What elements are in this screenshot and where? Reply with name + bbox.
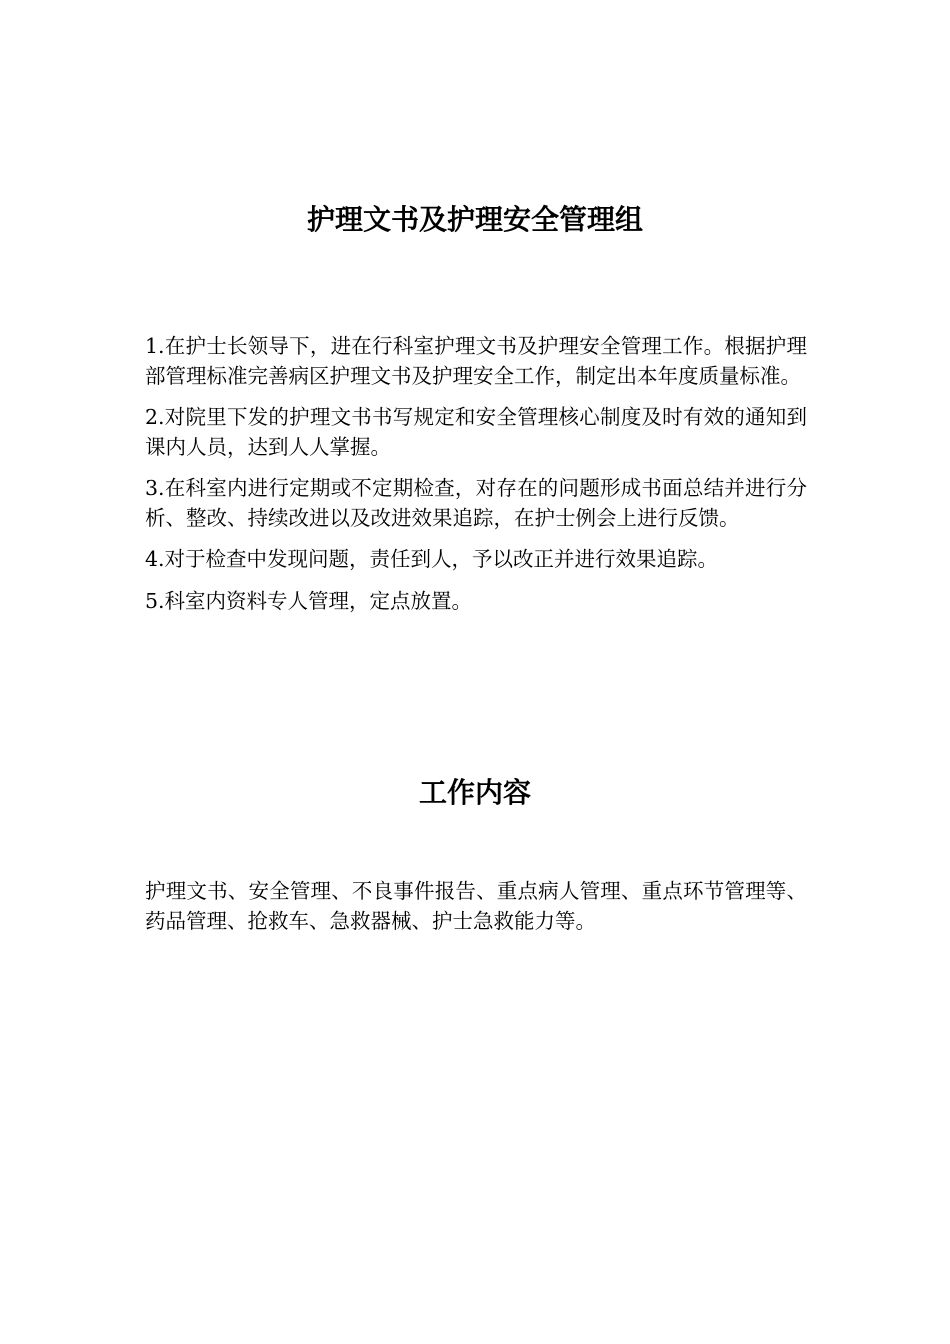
duty-item-5: 5.科室内资料专人管理，定点放置。: [145, 588, 473, 613]
duty-item-4: 4.对于检查中发现问题，责任到人，予以改正并进行效果追踪。: [145, 547, 719, 571]
duty-item-1: 1.在护士长领导下，进在行科室护理文书及护理安全管理工作。根据护理部管理标准完善病区护理文书及护理安全工作，制定出本年度质量标准。: [145, 334, 807, 388]
duty-item-3: 3.在科室内进行定期或不定期检查，对存在的问题形成书面总结并进行分析、整改、持续改进以及改进效果追踪，在护士例会上进行反馈。: [145, 476, 807, 530]
work-content-paragraph: 护理文书、安全管理、不良事件报告、重点病人管理、重点环节管理等、药品管理、抢救车、急救器械、护士急救能力等。: [145, 879, 807, 933]
duties-list: [145, 332, 807, 628]
work-content-body: [145, 877, 807, 948]
section-title-work-content: 工作内容: [418, 776, 531, 809]
section-title-nursing-documents-safety-group: 护理文书及护理安全管理组: [306, 203, 643, 236]
duty-item-2: 2.对院里下发的护理文书书写规定和安全管理核心制度及时有效的通知到课内人员，达到人人掌握。: [145, 405, 807, 459]
